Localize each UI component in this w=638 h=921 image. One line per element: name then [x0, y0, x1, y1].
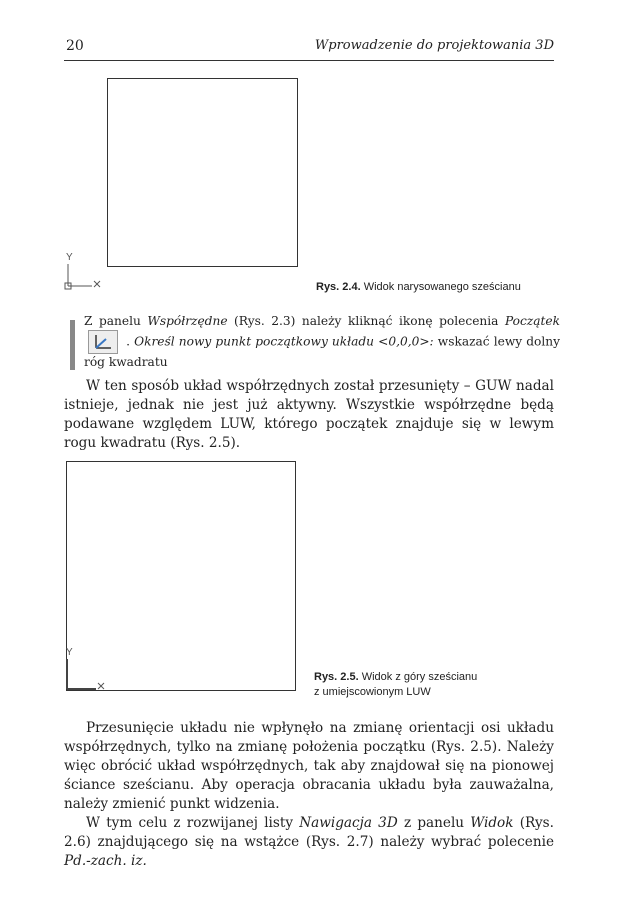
- axis-y-label: Y: [66, 647, 73, 658]
- caption-text: z umiejscowionym LUW: [314, 686, 431, 698]
- caption-label: Rys. 2.5.: [314, 671, 359, 683]
- paragraph-1: [64, 377, 554, 453]
- paragraph-text: W ten sposób układ współrzędnych został przesunięty – GUW nadal istnieje, jednak nie jest już aktywny. Wszystkie współrzędne będą podawane względem LUW, którego początek znajduje się w lewym rogu kwadratu (Rys. 2.5).: [64, 378, 554, 451]
- command-name: Pd.-zach. iz.: [64, 853, 147, 869]
- ucs-origin-icon: [88, 330, 118, 354]
- figure-2-4-square: [107, 78, 298, 267]
- note-text: (Rys. 2.3) należy kliknąć ikonę polecenia: [227, 314, 505, 328]
- paragraph-text: Przesunięcie układu nie wpłynęło na zmianę orientacji osi układu współrzędnych, tylko na zmianę położenia początku (Rys. 2.5). Należy więc obrócić układ współrzędnych, tak aby znajdował się na pionowej ściance sześcianu. Aby operacja obracania układu była zauważalna, należy zmienić punkt widzenia.: [64, 720, 554, 812]
- caption-label: Rys. 2.4.: [316, 281, 361, 293]
- paragraph-text: z panelu: [397, 815, 471, 831]
- paragraph-2: [64, 719, 554, 814]
- command-name: Początek: [504, 314, 560, 328]
- figure-2-4-caption: [316, 280, 521, 295]
- panel-name: Widok: [470, 815, 514, 831]
- wcs-axis-icon: [62, 250, 122, 300]
- note-text: wskazać lewy dolny róg kwadratu: [84, 334, 561, 369]
- figure-2-5-caption: [314, 670, 477, 700]
- axis-y-label: Y: [66, 252, 73, 263]
- page-number: 20: [66, 38, 84, 54]
- prompt-text: Określ nowy punkt początkowy układu <0,0,0>:: [134, 334, 434, 349]
- note-block: [72, 313, 560, 371]
- paragraph-text: (Rys. 2.6) znajdującego się na wstążce (Rys. 2.7) należy wybrać polecenie: [64, 815, 554, 850]
- ucs-axis-icon: [62, 645, 122, 695]
- list-name: Nawigacja 3D: [299, 815, 398, 831]
- paragraph-3: [64, 814, 554, 871]
- caption-text: Widok narysowanego sześcianu: [363, 281, 521, 293]
- caption-text: Widok z góry sześcianu: [361, 671, 478, 683]
- note-text: Z panelu: [84, 314, 148, 328]
- paragraph-text: W tym celu z rozwijanej listy: [86, 815, 300, 831]
- note-text: .: [126, 334, 130, 349]
- header-rule: [64, 60, 554, 61]
- panel-name: Współrzędne: [147, 314, 228, 328]
- running-title: Wprowadzenie do projektowania 3D: [314, 38, 554, 53]
